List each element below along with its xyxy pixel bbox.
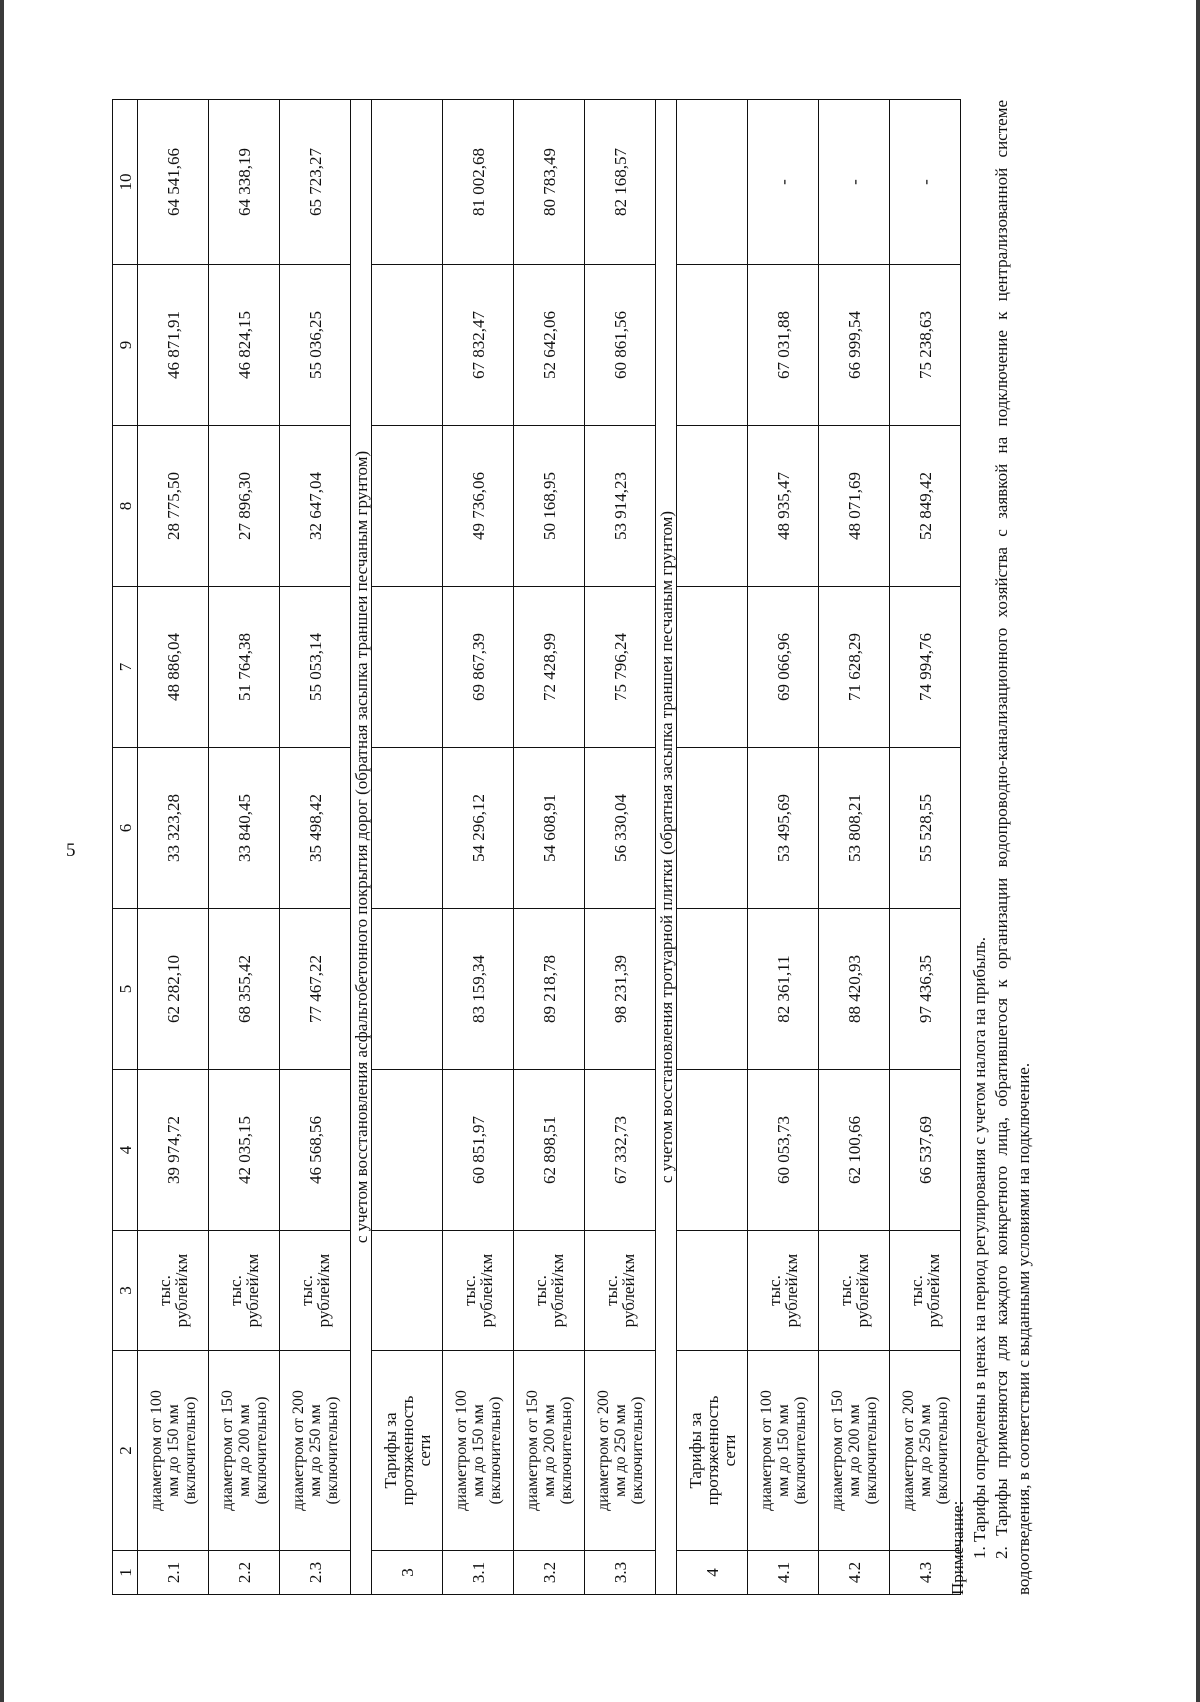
unit-line: тыс.	[765, 1275, 784, 1306]
unit-line: рублей/км	[924, 1253, 943, 1328]
empty-cell	[677, 1231, 748, 1351]
value-cell-6: 54 608,91	[514, 748, 585, 909]
value-cell-7: 72 428,99	[514, 587, 585, 748]
value-cell-8: 50 168,95	[514, 426, 585, 587]
row-number: 3.2	[514, 1551, 585, 1595]
column-number-6: 6	[113, 748, 138, 909]
value-cell-7: 55 053,14	[280, 587, 351, 748]
group-description	[372, 1351, 443, 1551]
value-cell-9: 75 238,63	[890, 265, 961, 426]
section-row	[656, 100, 677, 1595]
value-cell-5: 82 361,11	[748, 909, 819, 1070]
value-cell-10: 64 541,66	[138, 100, 209, 265]
row-unit	[819, 1231, 890, 1351]
row-description	[514, 1351, 585, 1551]
note-1: 1. Тарифы определены в ценах на период регулирования с учетом налога на прибыль.	[970, 937, 989, 1559]
row-unit	[209, 1231, 280, 1351]
empty-cell	[372, 1231, 443, 1351]
description-line: диаметром от 150	[523, 1390, 541, 1511]
empty-cell	[677, 909, 748, 1070]
value-cell-8: 27 896,30	[209, 426, 280, 587]
description-line: диаметром от 100	[147, 1390, 165, 1511]
row-description	[748, 1351, 819, 1551]
group-number: 3	[372, 1551, 443, 1595]
group-description-line: Тарифы за	[685, 1412, 705, 1489]
value-cell-10: 65 723,27	[280, 100, 351, 265]
value-cell-8: 49 736,06	[443, 426, 514, 587]
group-description-line: Тарифы за	[380, 1412, 400, 1489]
value-cell-4: 62 100,66	[819, 1070, 890, 1231]
description-line: диаметром от 100	[452, 1390, 470, 1511]
value-cell-9: 52 642,06	[514, 265, 585, 426]
value-cell-9: 66 999,54	[819, 265, 890, 426]
value-cell-10: 81 002,68	[443, 100, 514, 265]
value-cell-4: 60 053,73	[748, 1070, 819, 1231]
description-line: (включительно)	[486, 1396, 504, 1505]
column-number-10: 10	[113, 100, 138, 265]
value-cell-5: 89 218,78	[514, 909, 585, 1070]
value-cell-8: 53 914,23	[585, 426, 656, 587]
rotated-content	[112, 95, 1092, 1595]
group-description-line: протяженность	[702, 1395, 722, 1506]
description-line: диаметром от 150	[218, 1390, 236, 1511]
group-description-line: сети	[719, 1434, 739, 1467]
empty-cell	[677, 587, 748, 748]
page-number: 5	[66, 840, 76, 861]
unit-line: рублей/км	[782, 1253, 801, 1328]
value-cell-6: 35 498,42	[280, 748, 351, 909]
description-line: мм до 200 мм	[540, 1404, 558, 1497]
unit-line: рублей/км	[853, 1253, 872, 1328]
row-description	[819, 1351, 890, 1551]
description-line: (включительно)	[252, 1396, 270, 1505]
value-cell-5: 62 282,10	[138, 909, 209, 1070]
notes-heading: Примечание:	[948, 1500, 967, 1595]
value-cell-10: 82 168,57	[585, 100, 656, 265]
section-row	[351, 100, 372, 1595]
empty-cell	[677, 100, 748, 265]
empty-cell	[372, 909, 443, 1070]
description-line: диаметром от 150	[828, 1390, 846, 1511]
value-cell-7: 51 764,38	[209, 587, 280, 748]
row-number: 4.3	[890, 1551, 961, 1595]
value-cell-5: 97 436,35	[890, 909, 961, 1070]
table-row	[280, 100, 351, 1595]
unit-line: тыс.	[836, 1275, 855, 1306]
row-number: 3.1	[443, 1551, 514, 1595]
note-2: 2. Тарифы применяются для каждого конкретного лица, обратившегося к организации водопроводно-канализационного хозяйства с заявкой на подключение к централизованной системе водоотведения, в соответствии с выданными условиями на подключение.	[992, 100, 1033, 1595]
header-row	[113, 100, 138, 1595]
value-cell-7: 74 994,76	[890, 587, 961, 748]
empty-cell	[372, 748, 443, 909]
row-unit	[443, 1231, 514, 1351]
description-line: (включительно)	[933, 1396, 951, 1505]
table-row	[138, 100, 209, 1595]
value-cell-5: 88 420,93	[819, 909, 890, 1070]
column-number-5: 5	[113, 909, 138, 1070]
description-line: (включительно)	[862, 1396, 880, 1505]
empty-cell	[677, 748, 748, 909]
description-line: (включительно)	[628, 1396, 646, 1505]
value-cell-9: 55 036,25	[280, 265, 351, 426]
value-cell-7: 69 867,39	[443, 587, 514, 748]
value-cell-4: 66 537,69	[890, 1070, 961, 1231]
description-line: мм до 150 мм	[164, 1404, 182, 1497]
value-cell-9: 67 031,88	[748, 265, 819, 426]
group-description	[677, 1351, 748, 1551]
value-cell-10: -	[890, 100, 961, 265]
value-cell-10: -	[748, 100, 819, 265]
group-row	[677, 100, 748, 1595]
tariff-table	[112, 99, 961, 1595]
column-number-9: 9	[113, 265, 138, 426]
value-cell-7: 48 886,04	[138, 587, 209, 748]
unit-line: тыс.	[602, 1275, 621, 1306]
row-unit	[138, 1231, 209, 1351]
value-cell-5: 68 355,42	[209, 909, 280, 1070]
description-line: (включительно)	[181, 1396, 199, 1505]
description-line: (включительно)	[791, 1396, 809, 1505]
table-row	[209, 100, 280, 1595]
value-cell-8: 48 935,47	[748, 426, 819, 587]
value-cell-8: 48 071,69	[819, 426, 890, 587]
value-cell-5: 77 467,22	[280, 909, 351, 1070]
unit-line: тыс.	[907, 1275, 926, 1306]
unit-line: рублей/км	[548, 1253, 567, 1328]
description-line: диаметром от 200	[289, 1390, 307, 1511]
value-cell-6: 33 323,28	[138, 748, 209, 909]
notes	[947, 100, 1035, 1595]
column-number-3: 3	[113, 1231, 138, 1351]
description-line: диаметром от 100	[757, 1390, 775, 1511]
value-cell-4: 67 332,73	[585, 1070, 656, 1231]
value-cell-4: 42 035,15	[209, 1070, 280, 1231]
unit-line: рублей/км	[477, 1253, 496, 1328]
value-cell-10: -	[819, 100, 890, 265]
empty-cell	[677, 265, 748, 426]
value-cell-8: 52 849,42	[890, 426, 961, 587]
unit-line: рублей/км	[172, 1253, 191, 1328]
value-cell-5: 83 159,34	[443, 909, 514, 1070]
section-title: с учетом восстановления асфальтобетонного покрытия дорог (обратная засыпка траншеи песчаным грунтом)	[351, 100, 372, 1595]
empty-cell	[372, 426, 443, 587]
empty-cell	[372, 1070, 443, 1231]
column-number-1: 1	[113, 1551, 138, 1595]
description-line: мм до 150 мм	[774, 1404, 792, 1497]
row-number: 4.2	[819, 1551, 890, 1595]
section-title: с учетом восстановления тротуарной плитки (обратная засыпка траншеи песчаным грунтом)	[656, 100, 677, 1595]
group-description-line: сети	[414, 1434, 434, 1467]
group-number: 4	[677, 1551, 748, 1595]
row-unit	[280, 1231, 351, 1351]
row-description	[585, 1351, 656, 1551]
table-row	[585, 100, 656, 1595]
table-row	[514, 100, 585, 1595]
value-cell-7: 69 066,96	[748, 587, 819, 748]
description-line: мм до 250 мм	[916, 1404, 934, 1497]
value-cell-10: 80 783,49	[514, 100, 585, 265]
row-unit	[585, 1231, 656, 1351]
description-line: мм до 250 мм	[611, 1404, 629, 1497]
unit-line: рублей/км	[619, 1253, 638, 1328]
value-cell-4: 62 898,51	[514, 1070, 585, 1231]
column-number-2: 2	[113, 1351, 138, 1551]
unit-line: тыс.	[226, 1275, 245, 1306]
table-row	[443, 100, 514, 1595]
unit-line: тыс.	[460, 1275, 479, 1306]
unit-line: тыс.	[155, 1275, 174, 1306]
description-line: (включительно)	[557, 1396, 575, 1505]
value-cell-9: 46 871,91	[138, 265, 209, 426]
value-cell-9: 67 832,47	[443, 265, 514, 426]
row-unit	[514, 1231, 585, 1351]
value-cell-8: 28 775,50	[138, 426, 209, 587]
unit-line: рублей/км	[243, 1253, 262, 1328]
row-number: 3.3	[585, 1551, 656, 1595]
value-cell-4: 46 568,56	[280, 1070, 351, 1231]
table-row	[819, 100, 890, 1595]
value-cell-9: 60 861,56	[585, 265, 656, 426]
value-cell-6: 55 528,55	[890, 748, 961, 909]
value-cell-6: 53 808,21	[819, 748, 890, 909]
description-line: мм до 250 мм	[306, 1404, 324, 1497]
description-line: мм до 200 мм	[235, 1404, 253, 1497]
value-cell-5: 98 231,39	[585, 909, 656, 1070]
description-line: (включительно)	[323, 1396, 341, 1505]
empty-cell	[677, 426, 748, 587]
value-cell-7: 75 796,24	[585, 587, 656, 748]
table-row	[748, 100, 819, 1595]
value-cell-6: 33 840,45	[209, 748, 280, 909]
value-cell-10: 64 338,19	[209, 100, 280, 265]
group-description-line: протяженность	[397, 1395, 417, 1506]
table-body	[113, 100, 961, 1595]
column-number-8: 8	[113, 426, 138, 587]
value-cell-9: 46 824,15	[209, 265, 280, 426]
value-cell-6: 53 495,69	[748, 748, 819, 909]
empty-cell	[372, 265, 443, 426]
description-line: диаметром от 200	[594, 1390, 612, 1511]
row-description	[280, 1351, 351, 1551]
value-cell-6: 54 296,12	[443, 748, 514, 909]
unit-line: рублей/км	[314, 1253, 333, 1328]
document-page	[4, 0, 1196, 1702]
description-line: мм до 150 мм	[469, 1404, 487, 1497]
unit-line: тыс.	[297, 1275, 316, 1306]
description-line: мм до 200 мм	[845, 1404, 863, 1497]
row-unit	[748, 1231, 819, 1351]
value-cell-7: 71 628,29	[819, 587, 890, 748]
value-cell-4: 60 851,97	[443, 1070, 514, 1231]
empty-cell	[677, 1070, 748, 1231]
value-cell-4: 39 974,72	[138, 1070, 209, 1231]
column-number-7: 7	[113, 587, 138, 748]
row-description	[443, 1351, 514, 1551]
row-number: 2.1	[138, 1551, 209, 1595]
column-number-4: 4	[113, 1070, 138, 1231]
row-number: 2.2	[209, 1551, 280, 1595]
row-number: 4.1	[748, 1551, 819, 1595]
row-description	[138, 1351, 209, 1551]
unit-line: тыс.	[531, 1275, 550, 1306]
row-description	[209, 1351, 280, 1551]
group-row	[372, 100, 443, 1595]
value-cell-8: 32 647,04	[280, 426, 351, 587]
description-line: диаметром от 200	[899, 1390, 917, 1511]
row-number: 2.3	[280, 1551, 351, 1595]
empty-cell	[372, 587, 443, 748]
empty-cell	[372, 100, 443, 265]
value-cell-6: 56 330,04	[585, 748, 656, 909]
